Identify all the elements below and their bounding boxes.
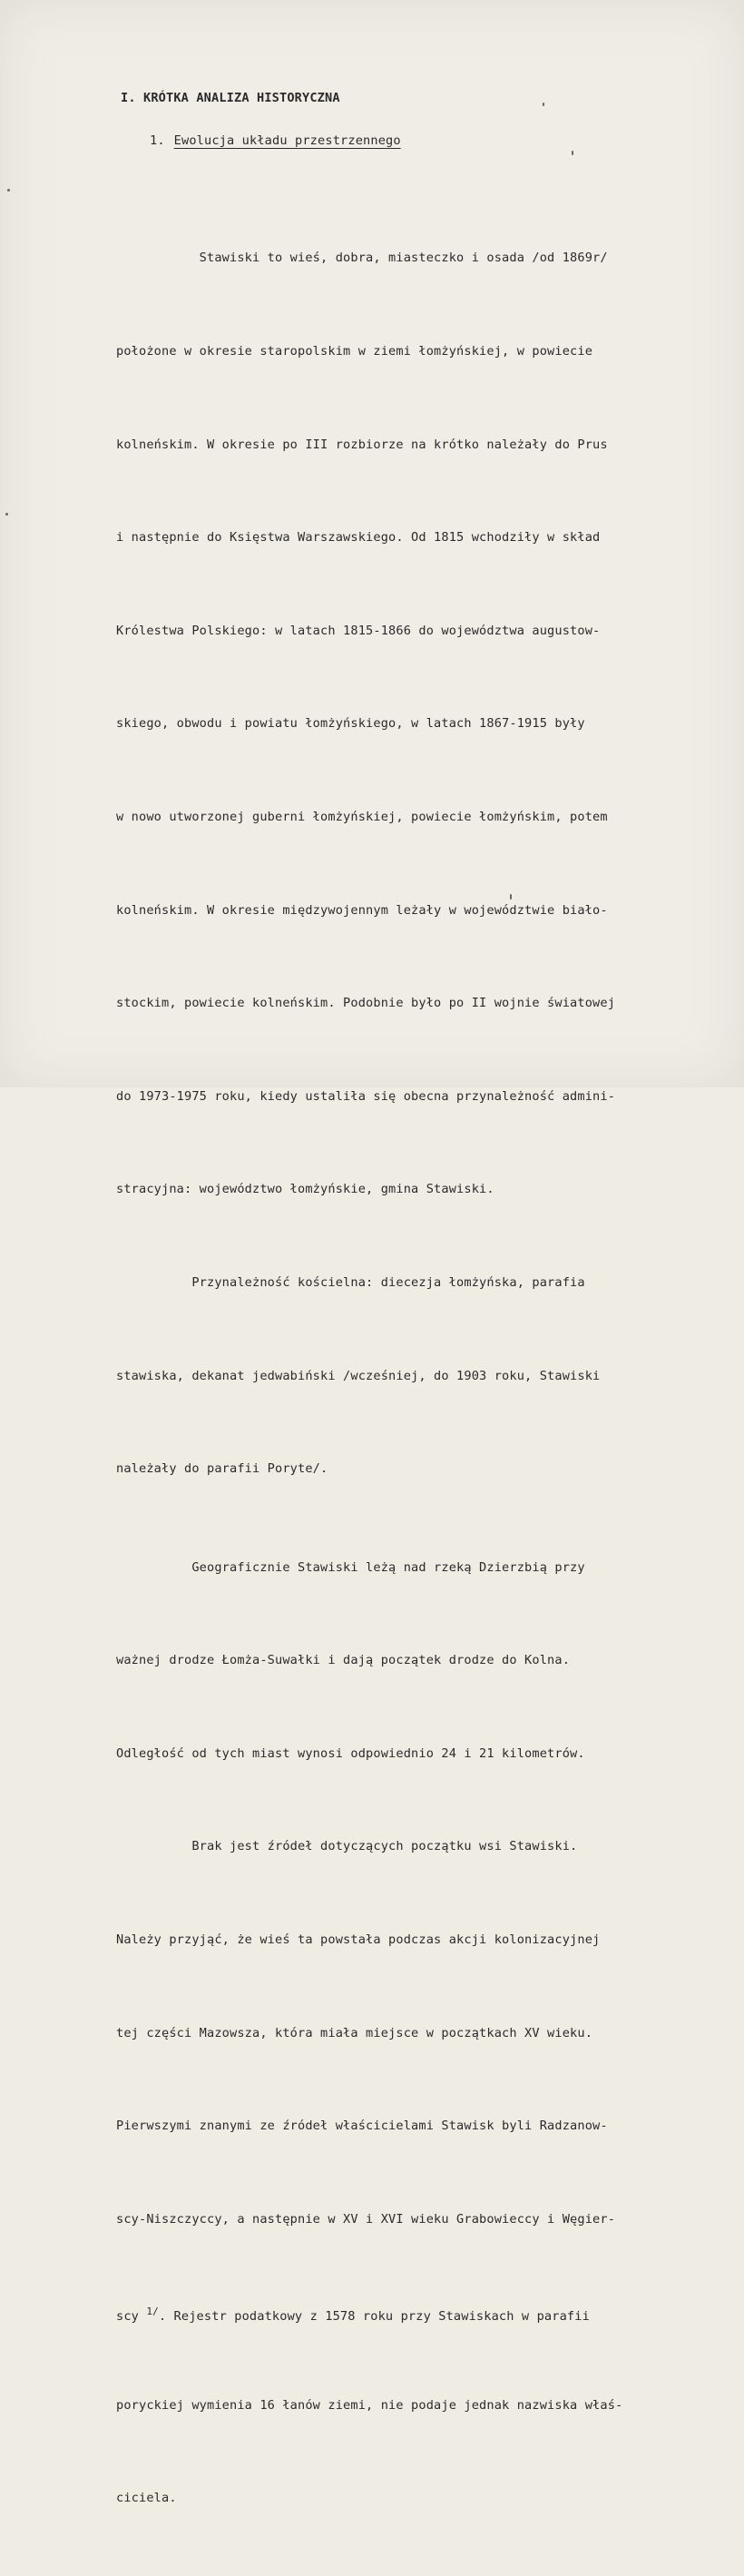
text-line: i następnie do Księstwa Warszawskiego. Od 1815 wchodziły w skład [116,530,601,546]
text-line: Stawiski to wieś, dobra, miasteczko i osada /od 1869r/ [116,251,608,266]
text-line: Odległość od tych miast wynosi odpowiednio 24 i 21 kilometrów. [116,1745,585,1761]
text-line: należały do parafii Poryte/. [116,1461,328,1477]
footnote-marker: 1/ [146,2306,159,2318]
text-line: Należy przyjąć, że wieś ta powstała podczas akcji kolonizacyjnej [116,1932,601,1947]
text-line: skiego, obwodu i powiatu łomżyńskiego, w latach 1867-1915 były [116,716,585,732]
text-line: ważnej drodze Łomża-Suwałki i dają początek drodze do Kolna. [116,1653,571,1668]
paper-speck [543,103,544,106]
text-line: Królestwa Polskiego: w latach 1815-1866 do województwa augustow- [116,623,601,638]
section-number: 1. [150,133,165,148]
text-line: Pierwszymi znanymi ze źródeł właścicielami Stawisk byli Radzanow- [116,2119,608,2134]
text-line: Brak jest źródeł dotyczących początku wsi Stawiski. [116,1839,578,1854]
text-line: stawiska, dekanat jedwabiński /wcześniej, do 1903 roku, Stawiski [116,1368,601,1383]
text-line: położone w okresie staropolskim w ziemi łomżyńskiej, w powiecie [116,344,593,359]
text-line: tej części Mazowsza, która miała miejsce w początkach XV wieku. [116,2025,593,2040]
paper-speck [510,894,512,900]
text-line: do 1973-1975 roku, kiedy ustaliła się obecna przynależność admini- [116,1088,616,1104]
text-line: scy-Niszczyccy, a następnie w XV i XVI wieku Grabowieccy i Węgier- [116,2211,616,2227]
text-line: kolneńskim. W okresie po III rozbiorze na krótko należały do Prus [116,437,608,452]
paper-speck [7,189,10,192]
text-line: ciciela. [116,2491,177,2506]
section-heading [150,133,401,148]
paper-speck [572,151,573,155]
page-heading: I. KRÓTKA ANALIZA HISTORYCZNA [121,91,340,105]
text-line: kolneńskim. W okresie międzywojennym leżały w województwie biało- [116,902,608,918]
text-line: stracyjna: województwo łomżyńskie, gmina Stawiski. [116,1182,494,1197]
paper-speck [5,513,8,516]
footnote-line-end: . Rejestr podatkowy z 1578 roku przy Stawiskach w parafii [158,2309,590,2325]
text-line: Geograficznie Stawiski leżą nad rzeką Dzierzbią przy [116,1559,585,1575]
text-line: Przynależność kościelna: diecezja łomżyńska, parafia [116,1274,585,1290]
body-text [116,181,733,2576]
text-line: stockim, powiecie kolneńskim. Podobnie było po II wojnie światowej [116,996,616,1011]
footnote-line-start: scy [116,2309,147,2325]
text-line-with-footnote [116,2296,733,2327]
section-title: Ewolucja układu przestrzennego [173,133,401,148]
text-line: w nowo utworzonej guberni łomżyńskiej, powiecie łomżyńskim, potem [116,809,608,824]
text-line: poryckiej wymienia 16 łanów ziemi, nie podaje jednak nazwiska właś- [116,2397,623,2413]
